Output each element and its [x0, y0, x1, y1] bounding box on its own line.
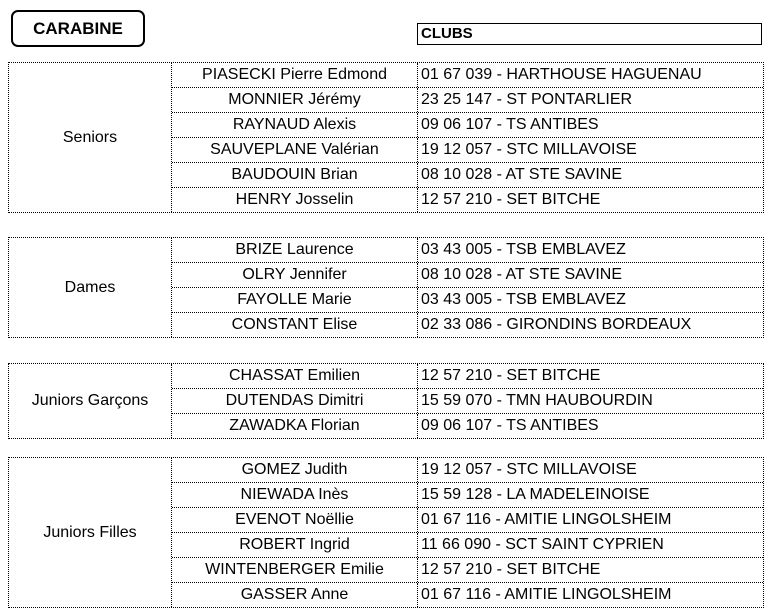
table-row — [172, 138, 763, 163]
club-name: 23 25 147 - ST PONTARLIER — [421, 91, 633, 108]
club-name: 09 06 107 - TS ANTIBES — [421, 116, 599, 133]
table-row — [172, 63, 763, 88]
table-row — [172, 458, 763, 483]
table-row — [172, 364, 763, 389]
category-label: Seniors — [9, 63, 172, 212]
club-name: 09 06 107 - TS ANTIBES — [421, 417, 599, 434]
table-row — [172, 88, 763, 113]
table-row — [172, 113, 763, 138]
category-label: Juniors Garçons — [9, 364, 172, 438]
club-name: 01 67 116 - AMITIE LINGOLSHEIM — [421, 586, 672, 603]
table-row — [172, 238, 763, 263]
athlete-name: OLRY Jennifer — [172, 263, 418, 287]
athlete-name: RAYNAUD Alexis — [172, 113, 418, 137]
athlete-name: FAYOLLE Marie — [172, 288, 418, 312]
club-name: 01 67 116 - AMITIE LINGOLSHEIM — [421, 511, 672, 528]
category-label: Juniors Filles — [9, 458, 172, 607]
club-name: 03 43 005 - TSB EMBLAVEZ — [421, 291, 626, 308]
athlete-name: GASSER Anne — [172, 583, 418, 607]
table-row — [172, 483, 763, 508]
club-name: 12 57 210 - SET BITCHE — [421, 191, 601, 208]
athlete-name: CHASSAT Emilien — [172, 364, 418, 388]
table-row — [172, 558, 763, 583]
group-dames — [8, 237, 764, 338]
club-name: 08 10 028 - AT STE SAVINE — [421, 166, 622, 183]
athlete-name: ROBERT Ingrid — [172, 533, 418, 557]
group-rows — [172, 63, 763, 212]
athlete-name: DUTENDAS Dimitri — [172, 389, 418, 413]
club-name: 02 33 086 - GIRONDINS BORDEAUX — [421, 316, 692, 333]
group-rows — [172, 238, 763, 337]
club-name: 15 59 070 - TMN HAUBOURDIN — [421, 392, 653, 409]
athlete-name: NIEWADA Inès — [172, 483, 418, 507]
athlete-name: PIASECKI Pierre Edmond — [172, 63, 418, 87]
club-name: 11 66 090 - SCT SAINT CYPRIEN — [421, 536, 664, 553]
table-row — [172, 313, 763, 337]
athlete-name: SAUVEPLANE Valérian — [172, 138, 418, 162]
club-name: 03 43 005 - TSB EMBLAVEZ — [421, 241, 626, 258]
club-name: 19 12 057 - STC MILLAVOISE — [421, 141, 637, 158]
table-row — [172, 414, 763, 438]
category-label: Dames — [9, 238, 172, 337]
table-row — [172, 163, 763, 188]
table-row — [172, 188, 763, 212]
clubs-column-header: CLUBS — [417, 23, 762, 45]
table-row — [172, 533, 763, 558]
table-row — [172, 583, 763, 607]
group-juniors-garcons — [8, 363, 764, 439]
table-row — [172, 288, 763, 313]
athlete-name: GOMEZ Judith — [172, 458, 418, 482]
group-juniors-filles — [8, 457, 764, 608]
club-name: 08 10 028 - AT STE SAVINE — [421, 266, 622, 283]
group-rows — [172, 458, 763, 607]
club-name: 19 12 057 - STC MILLAVOISE — [421, 461, 637, 478]
athlete-name: EVENOT Noëllie — [172, 508, 418, 532]
group-rows — [172, 364, 763, 438]
athlete-name: BAUDOUIN Brian — [172, 163, 418, 187]
club-name: 01 67 039 - HARTHOUSE HAGUENAU — [421, 66, 702, 83]
table-row — [172, 508, 763, 533]
athlete-name: MONNIER Jérémy — [172, 88, 418, 112]
table-row — [172, 263, 763, 288]
table-row — [172, 389, 763, 414]
athlete-name: ZAWADKA Florian — [172, 414, 418, 438]
athlete-name: WINTENBERGER Emilie — [172, 558, 418, 582]
athlete-name: CONSTANT Elise — [172, 313, 418, 337]
club-name: 12 57 210 - SET BITCHE — [421, 367, 601, 384]
group-seniors — [8, 62, 764, 213]
club-name: 15 59 128 - LA MADELEINOISE — [421, 486, 650, 503]
page-title: CARABINE — [11, 10, 145, 47]
athlete-name: HENRY Josselin — [172, 188, 418, 212]
club-name: 12 57 210 - SET BITCHE — [421, 561, 601, 578]
athlete-name: BRIZE Laurence — [172, 238, 418, 262]
